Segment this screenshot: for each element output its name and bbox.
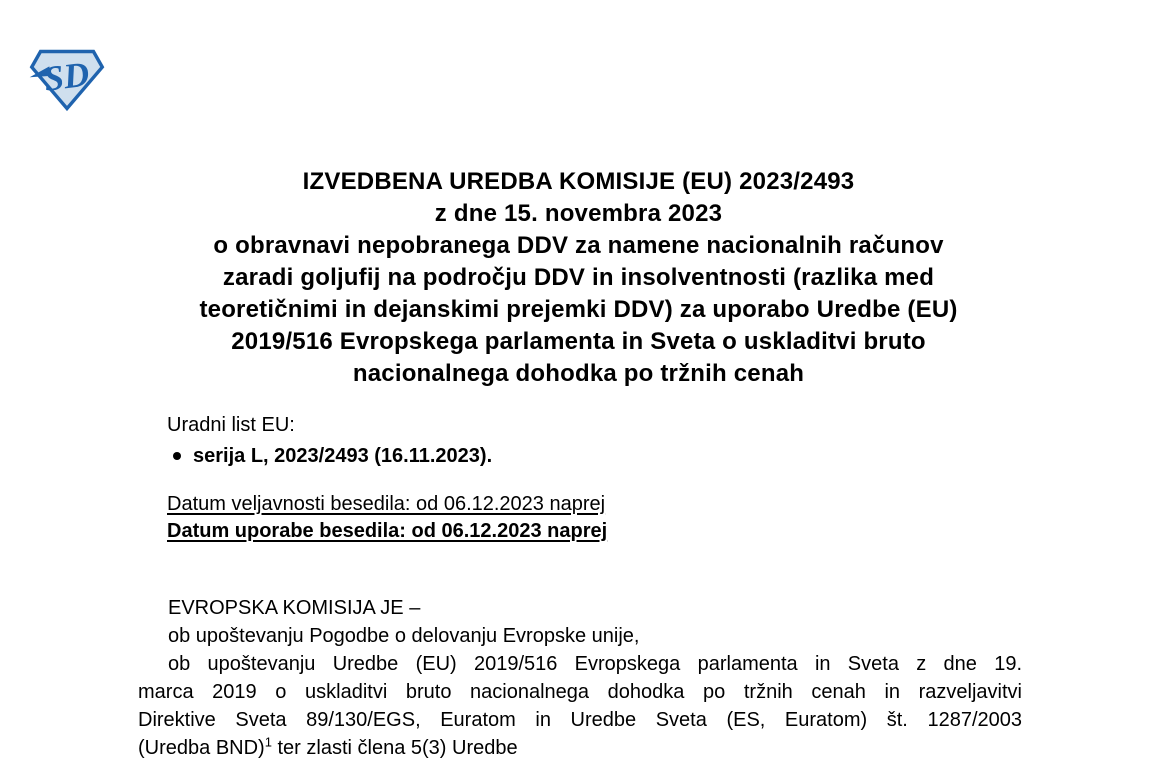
citation-last-prefix: (Uredba BND) [138, 737, 265, 759]
document-title [0, 166, 1157, 390]
preamble-opening: EVROPSKA KOMISIJA JE – [168, 597, 421, 619]
official-journal [167, 412, 492, 469]
sd-logo [29, 47, 105, 113]
validity-line: Datum veljavnosti besedila: od 06.12.2023 naprej [167, 493, 606, 515]
logo-letters: SD [41, 54, 92, 99]
title-line: o obravnavi nepobranega DDV za namene nacionalnih računov [213, 232, 944, 259]
citation-line: Direktive Sveta 89/130/EGS, Euratom in Uredbe Sveta (ES, Euratom) št. 1287/2003 [138, 709, 1022, 731]
title-line: zaradi goljufij na področju DDV in insolventnosti (razlika med [222, 264, 935, 291]
citation-continuation [138, 678, 1022, 734]
citation-last-suffix: ter zlasti člena 5(3) Uredbe [271, 737, 518, 759]
title-line: 2019/516 Evropskega parlamenta in Sveta o uskladitvi bruto [231, 328, 926, 355]
official-journal-list [167, 443, 492, 469]
bullet-icon [173, 452, 181, 460]
title-line: IZVEDBENA UREDBA KOMISIJE (EU) 2023/2493 [302, 168, 855, 195]
title-line: nacionalnega dohodka po tržnih cenah [352, 360, 805, 387]
title-line: teoretičnimi in dejanskimi prejemki DDV) za uporabo Uredbe (EU) [199, 296, 958, 323]
journal-item-text: serija L, 2023/2493 (16.11.2023). [193, 445, 493, 467]
validity-line: Datum uporabe besedila: od 06.12.2023 naprej [167, 520, 608, 542]
journal-list-item [167, 443, 492, 469]
citation-line-1: ob upoštevanju Pogodbe o delovanju Evropske unije, [168, 625, 640, 647]
official-journal-label: Uradni list EU: [167, 414, 295, 436]
citation-last-line [138, 734, 1022, 762]
footnote-reference: 1 [264, 734, 272, 750]
citation-line-2: ob upoštevanju Uredbe (EU) 2019/516 Evropskega parlamenta in Sveta z dne 19. [168, 653, 1022, 675]
validity-dates [167, 491, 607, 545]
title-line: z dne 15. novembra 2023 [434, 200, 723, 227]
preamble [138, 594, 1022, 762]
sd-logo-icon [29, 47, 105, 113]
citation-line: marca 2019 o uskladitvi bruto nacionalnega dohodka po tržnih cenah in razveljavitvi [138, 681, 1022, 703]
